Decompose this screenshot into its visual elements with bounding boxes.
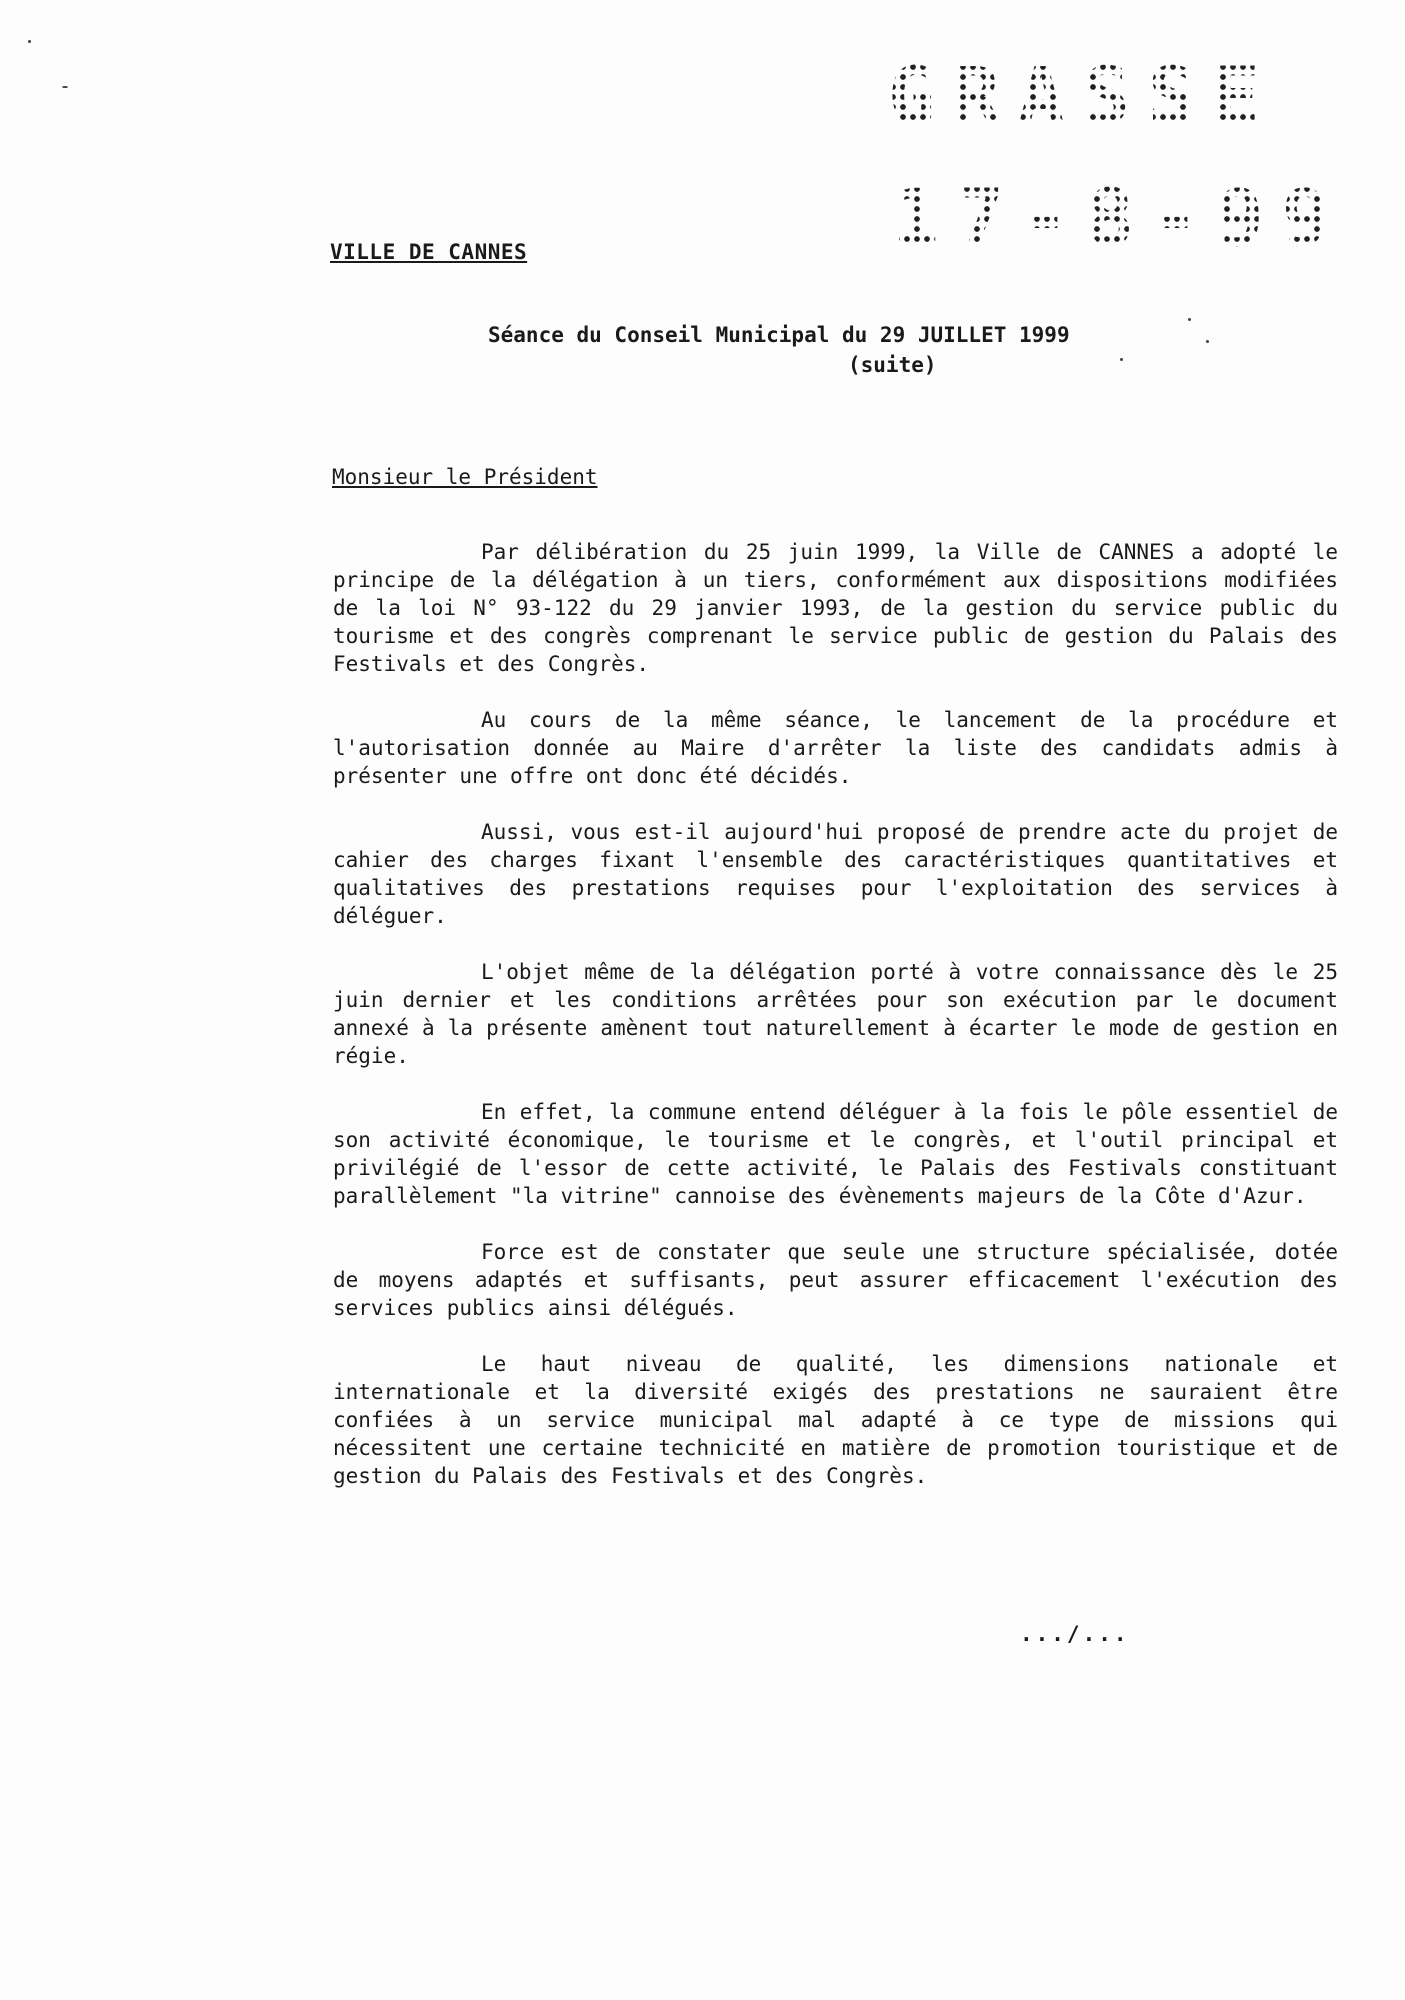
paragraph: En effet, la commune entend déléguer à la fois le pôle essentiel de son activité économique, le tourisme et le congrès, et l'outil principal et privilégié de l'essor de cette activité, le Palais des Festivals constituant parallèlement "la vitrine" cannoise des évènements majeurs de la Côte d'Azur. (333, 1100, 1338, 1208)
stamp-city-text: GRASSE (888, 52, 1278, 142)
paragraph: Force est de constater que seule une structure spécialisée, dotée de moyens adaptés et suffisants, peut assurer efficacement l'exécution des services publics ainsi délégués. (333, 1240, 1338, 1320)
perforated-stamp-city (888, 52, 1278, 142)
paragraph: Le haut niveau de qualité, les dimensions nationale et internationale et la diversité exigés des prestations ne sauraient être confiées à un service municipal mal adapté à ce type de missions qui nécessitent une certaine technicité en matière de promotion touristique et de gestion du Palais des Festivals et des Congrès. (333, 1352, 1338, 1488)
scan-speck (28, 40, 31, 43)
session-heading (488, 320, 1070, 380)
organization-heading: VILLE DE CANNES (330, 240, 528, 264)
paragraph: Au cours de la même séance, le lancement de la procédure et l'autorisation donnée au Maire d'arrêter la liste des candidats admis à présenter une offre ont donc été décidés. (333, 708, 1338, 788)
paragraph: Par délibération du 25 juin 1999, la Ville de CANNES a adopté le principe de la délégation à un tiers, conformément aux dispositions modifiées de la loi N° 93-122 du 29 janvier 1993, de la gestion du service public du tourisme et des congrès comprenant le service public de gestion du Palais des Festivals et des Congrès. (333, 540, 1338, 676)
session-title: Séance du Conseil Municipal du 29 JUILLET 1999 (488, 323, 1070, 347)
scan-speck (1206, 340, 1209, 343)
scan-speck (1120, 358, 1123, 361)
scan-speck (1188, 318, 1191, 321)
session-suffix: (suite) (848, 353, 937, 377)
letter-body (333, 538, 1338, 1518)
continuation-mark: .../... (1020, 1622, 1130, 1646)
salutation: Monsieur le Président (332, 465, 598, 489)
paragraph: Aussi, vous est-il aujourd'hui proposé de prendre acte du projet de cahier des charges fixant l'ensemble des caractéristiques quantitatives et qualitatives des prestations requises pour l'exploitation des services à déléguer. (333, 820, 1338, 928)
scan-speck (62, 86, 68, 88)
paragraph: L'objet même de la délégation porté à votre connaissance dès le 25 juin dernier et les conditions arrêtées pour son exécution par le document annexé à la présente amènent tout naturellement à écarter le mode de gestion en régie. (333, 960, 1338, 1068)
perforated-stamp-date (892, 174, 1347, 264)
stamp-date-text: 17-8-99 (892, 174, 1347, 264)
